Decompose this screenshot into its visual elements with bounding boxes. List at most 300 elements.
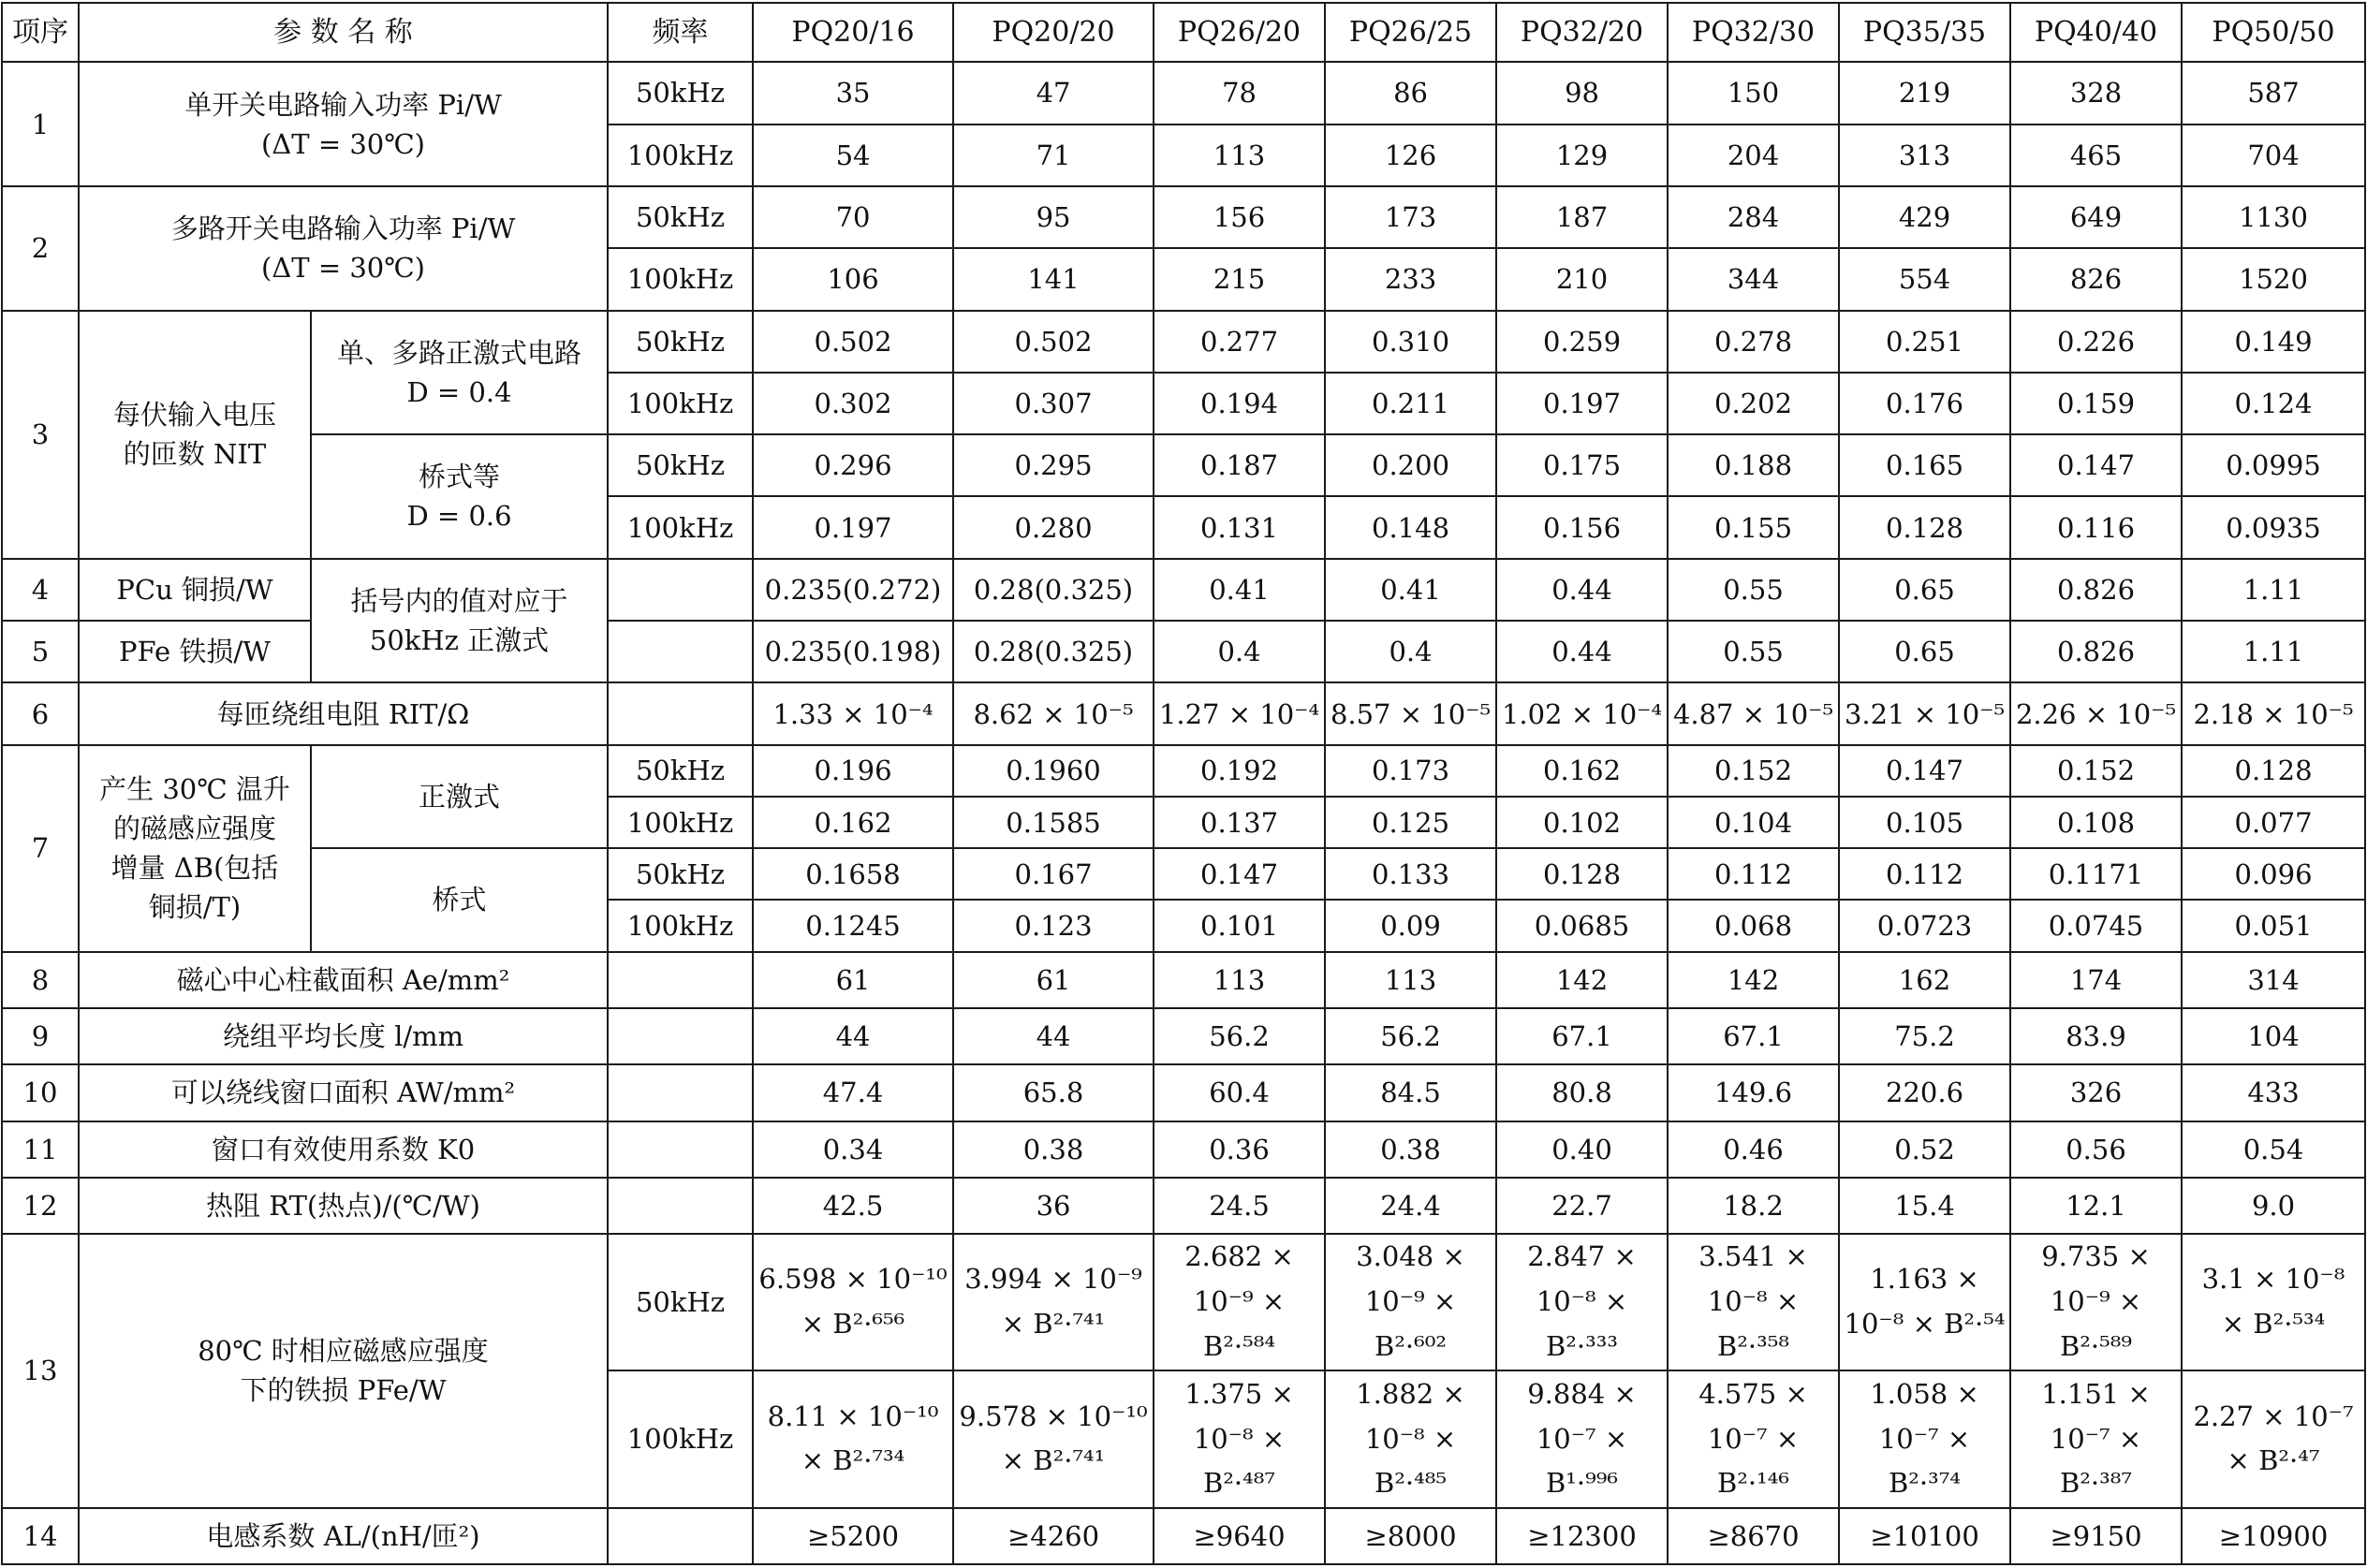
value-cell: 142 [1496,952,1668,1008]
row-number: 8 [2,952,79,1008]
col-header-model: PQ26/20 [1154,3,1325,62]
value-cell: 0.251 [1839,311,2010,373]
table-row [2,682,2365,744]
value-cell: 70 [753,186,953,248]
value-cell: 0.200 [1325,434,1496,496]
value-cell: 67.1 [1668,1008,1839,1064]
col-header-model: PQ50/50 [2182,3,2365,62]
col-header-model: PQ32/20 [1496,3,1668,62]
value-cell: 0.096 [2182,848,2365,900]
value-cell: 0.296 [753,434,953,496]
note-text: 50kHz 正激式 [369,624,550,657]
value-cell: 56.2 [1325,1008,1496,1064]
value-cell: 0.112 [1668,848,1839,900]
value-cell: 0.162 [1496,745,1668,797]
row-number: 10 [2,1064,79,1121]
param-label: PCu 铜损/W [79,559,311,621]
value-cell: 142 [1668,952,1839,1008]
value-cell: 0.105 [1839,797,2010,848]
formula-cell: 1.058 × 10⁻⁷ × B²·³⁷⁴ [1839,1370,2010,1507]
value-cell: 649 [2010,186,2182,248]
value-cell: ≥8000 [1325,1508,1496,1564]
formula-cell: 9.884 × 10⁻⁷ × B¹·⁹⁹⁶ [1496,1370,1668,1507]
value-cell: 0.194 [1154,373,1325,434]
value-cell: 54 [753,125,953,186]
value-cell: 78 [1154,62,1325,124]
value-cell: 8.62 × 10⁻⁵ [953,682,1154,744]
value-cell: 4.87 × 10⁻⁵ [1668,682,1839,744]
value-cell: 326 [2010,1064,2182,1121]
col-header-model: PQ20/20 [953,3,1154,62]
value-cell: 0.55 [1668,559,1839,621]
param-text: 单开关电路输入功率 Pi/W [184,88,502,121]
value-cell: 0.826 [2010,621,2182,682]
header-row [2,3,2365,62]
sub-param-text: D = 0.6 [406,500,512,533]
value-cell: 0.188 [1668,434,1839,496]
value-cell: 86 [1325,62,1496,124]
value-cell: 0.051 [2182,900,2365,951]
note-cell [311,559,608,683]
col-header-model: PQ26/25 [1325,3,1496,62]
sub-param-label: 桥式 [311,848,608,952]
value-cell: 0.41 [1154,559,1325,621]
value-cell: 83.9 [2010,1008,2182,1064]
value-cell: 80.8 [1496,1064,1668,1121]
value-cell: 42.5 [753,1178,953,1234]
value-cell: 0.28(0.325) [953,559,1154,621]
value-cell: 0.124 [2182,373,2365,434]
value-cell: 0.36 [1154,1121,1325,1178]
value-cell: 113 [1325,952,1496,1008]
table-row [2,1121,2365,1178]
value-cell: 0.123 [953,900,1154,951]
value-cell: 0.197 [753,496,953,558]
freq-cell [608,952,753,1008]
value-cell: 1.02 × 10⁻⁴ [1496,682,1668,744]
value-cell: 314 [2182,952,2365,1008]
value-cell: 44 [753,1008,953,1064]
spec-table [1,2,2366,1565]
value-cell: 84.5 [1325,1064,1496,1121]
freq-cell [608,1508,753,1564]
sub-param-label: 正激式 [311,745,608,849]
value-cell: 0.44 [1496,621,1668,682]
value-cell: 0.0685 [1496,900,1668,951]
value-cell: 704 [2182,125,2365,186]
table-row [2,1234,2365,1370]
value-cell: 47 [953,62,1154,124]
value-cell: ≥10100 [1839,1508,2010,1564]
col-header-freq: 频率 [608,3,753,62]
value-cell: 15.4 [1839,1178,2010,1234]
value-cell: 2.26 × 10⁻⁵ [2010,682,2182,744]
param-text: 铜损/T) [148,891,242,924]
value-cell: 8.57 × 10⁻⁵ [1325,682,1496,744]
value-cell: 0.278 [1668,311,1839,373]
row-number: 12 [2,1178,79,1234]
param-label [79,1234,608,1507]
value-cell: 0.1960 [953,745,1154,797]
sub-param-text: D = 0.4 [406,375,512,408]
value-cell: 61 [753,952,953,1008]
value-cell: 0.38 [953,1121,1154,1178]
value-cell: 0.235(0.198) [753,621,953,682]
table-row [2,1508,2365,1564]
value-cell: 0.280 [953,496,1154,558]
value-cell: ≥12300 [1496,1508,1668,1564]
value-cell: 0.302 [753,373,953,434]
sub-param-label [311,311,608,435]
param-text: 增量 ΔB(包括 [110,852,279,885]
value-cell: 0.1245 [753,900,953,951]
freq-cell: 100kHz [608,900,753,951]
formula-cell: 3.994 × 10⁻⁹ × B²·⁷⁴¹ [953,1234,1154,1370]
freq-cell: 50kHz [608,745,753,797]
freq-cell: 100kHz [608,1370,753,1507]
value-cell: 210 [1496,248,1668,310]
formula-cell: 4.575 × 10⁻⁷ × B²·¹⁴⁶ [1668,1370,1839,1507]
col-header-seq: 项序 [2,3,79,62]
value-cell: 0.159 [2010,373,2182,434]
row-number: 1 [2,62,79,186]
value-cell: 174 [2010,952,2182,1008]
value-cell: 554 [1839,248,2010,310]
table-row [2,434,2365,496]
value-cell: 106 [753,248,953,310]
value-cell: 150 [1668,62,1839,124]
value-cell: 0.101 [1154,900,1325,951]
table-row [2,186,2365,248]
row-number: 3 [2,311,79,559]
value-cell: 44 [953,1008,1154,1064]
formula-cell: 9.735 × 10⁻⁹ × B²·⁵⁸⁹ [2010,1234,2182,1370]
freq-cell: 100kHz [608,797,753,848]
formula-cell: 6.598 × 10⁻¹⁰ × B²·⁶⁵⁶ [753,1234,953,1370]
value-cell: 587 [2182,62,2365,124]
formula-cell: 3.541 × 10⁻⁸ × B²·³⁵⁸ [1668,1234,1839,1370]
value-cell: 67.1 [1496,1008,1668,1064]
value-cell: 0.162 [753,797,953,848]
row-number: 5 [2,621,79,682]
sub-param-label [311,434,608,559]
param-text: 多路开关电路输入功率 Pi/W [170,212,516,245]
freq-cell [608,1178,753,1234]
value-cell: 0.46 [1668,1121,1839,1178]
table-row [2,1178,2365,1234]
value-cell: 1.27 × 10⁻⁴ [1154,682,1325,744]
freq-cell: 50kHz [608,62,753,124]
value-cell: 0.277 [1154,311,1325,373]
formula-cell: 8.11 × 10⁻¹⁰ × B²·⁷³⁴ [753,1370,953,1507]
value-cell: ≥9150 [2010,1508,2182,1564]
row-number: 6 [2,682,79,744]
table-row [2,62,2365,124]
freq-cell: 100kHz [608,248,753,310]
value-cell: 0.0995 [2182,434,2365,496]
value-cell: 0.307 [953,373,1154,434]
freq-cell [608,682,753,744]
param-label: 热阻 RT(热点)/(℃/W) [79,1178,608,1234]
value-cell: 126 [1325,125,1496,186]
value-cell: 0.65 [1839,559,2010,621]
value-cell: 61 [953,952,1154,1008]
row-number: 9 [2,1008,79,1064]
freq-cell: 50kHz [608,434,753,496]
value-cell: 0.34 [753,1121,953,1178]
value-cell: 0.167 [953,848,1154,900]
value-cell: 233 [1325,248,1496,310]
formula-cell: 1.882 × 10⁻⁸ × B²·⁴⁸⁵ [1325,1370,1496,1507]
param-label: 每匝绕组电阻 RIT/Ω [79,682,608,744]
value-cell: 1.33 × 10⁻⁴ [753,682,953,744]
freq-cell [608,1008,753,1064]
value-cell: 220.6 [1839,1064,2010,1121]
value-cell: 1520 [2182,248,2365,310]
row-number: 14 [2,1508,79,1564]
col-header-param: 参 数 名 称 [79,3,608,62]
value-cell: 0.102 [1496,797,1668,848]
table-row [2,1008,2365,1064]
value-cell: ≥5200 [753,1508,953,1564]
table-row [2,952,2365,1008]
value-cell: 0.52 [1839,1121,2010,1178]
value-cell: 0.137 [1154,797,1325,848]
param-label [79,186,608,311]
value-cell: 0.295 [953,434,1154,496]
value-cell: 0.28(0.325) [953,621,1154,682]
value-cell: 328 [2010,62,2182,124]
value-cell: 0.068 [1668,900,1839,951]
freq-cell: 100kHz [608,125,753,186]
table-row [2,1064,2365,1121]
value-cell: 1.11 [2182,559,2365,621]
value-cell: 18.2 [1668,1178,1839,1234]
row-number: 2 [2,186,79,311]
value-cell: 0.0723 [1839,900,2010,951]
value-cell: 0.147 [2010,434,2182,496]
value-cell: 47.4 [753,1064,953,1121]
value-cell: 0.148 [1325,496,1496,558]
value-cell: 465 [2010,125,2182,186]
col-header-model: PQ20/16 [753,3,953,62]
value-cell: 433 [2182,1064,2365,1121]
param-label: 磁心中心柱截面积 Ae/mm² [79,952,608,1008]
value-cell: 0.125 [1325,797,1496,848]
formula-cell: 3.1 × 10⁻⁸ × B²·⁵³⁴ [2182,1234,2365,1370]
value-cell: 0.44 [1496,559,1668,621]
value-cell: 0.41 [1325,559,1496,621]
param-label: 窗口有效使用系数 K0 [79,1121,608,1178]
value-cell: 113 [1154,125,1325,186]
col-header-model: PQ35/35 [1839,3,2010,62]
col-header-model: PQ32/30 [1668,3,1839,62]
value-cell: 0.1585 [953,797,1154,848]
value-cell: 0.0935 [2182,496,2365,558]
value-cell: 0.175 [1496,434,1668,496]
param-text: 产生 30℃ 温升 [99,773,290,806]
formula-cell: 1.163 × 10⁻⁸ × B²·⁵⁴ [1839,1234,2010,1370]
value-cell: 24.5 [1154,1178,1325,1234]
value-cell: 0.133 [1325,848,1496,900]
param-label: 绕组平均长度 l/mm [79,1008,608,1064]
value-cell: 162 [1839,952,2010,1008]
value-cell: 113 [1154,952,1325,1008]
value-cell: 71 [953,125,1154,186]
freq-cell [608,559,753,621]
value-cell: 3.21 × 10⁻⁵ [1839,682,2010,744]
value-cell: 60.4 [1154,1064,1325,1121]
value-cell: 0.128 [1496,848,1668,900]
value-cell: 0.0745 [2010,900,2182,951]
value-cell: 0.116 [2010,496,2182,558]
value-cell: 149.6 [1668,1064,1839,1121]
value-cell: 0.502 [753,311,953,373]
freq-cell: 100kHz [608,373,753,434]
value-cell: 0.310 [1325,311,1496,373]
value-cell: 35 [753,62,953,124]
param-text: 每伏输入电压 [112,399,276,432]
param-text: 的匝数 NIT [123,438,267,471]
value-cell: 0.077 [2182,797,2365,848]
value-cell: ≥4260 [953,1508,1154,1564]
value-cell: 344 [1668,248,1839,310]
value-cell: 173 [1325,186,1496,248]
value-cell: 0.259 [1496,311,1668,373]
value-cell: 0.156 [1496,496,1668,558]
value-cell: 0.152 [1668,745,1839,797]
value-cell: 0.128 [1839,496,2010,558]
value-cell: 0.202 [1668,373,1839,434]
param-label [79,62,608,186]
value-cell: 0.226 [2010,311,2182,373]
table-row [2,745,2365,797]
value-cell: 0.65 [1839,621,2010,682]
value-cell: 187 [1496,186,1668,248]
col-header-model: PQ40/40 [2010,3,2182,62]
value-cell: 0.40 [1496,1121,1668,1178]
param-text: (ΔT = 30℃) [261,127,425,160]
param-label: 电感系数 AL/(nH/匝²) [79,1508,608,1564]
value-cell: 0.197 [1496,373,1668,434]
value-cell: 0.4 [1325,621,1496,682]
param-text: (ΔT = 30℃) [261,252,425,285]
value-cell: 0.192 [1154,745,1325,797]
value-cell: 0.165 [1839,434,2010,496]
param-label: PFe 铁损/W [79,621,311,682]
value-cell: 0.104 [1668,797,1839,848]
value-cell: 0.112 [1839,848,2010,900]
param-text: 下的铁损 PFe/W [240,1374,447,1407]
value-cell: ≥9640 [1154,1508,1325,1564]
param-label [79,311,311,559]
value-cell: 0.09 [1325,900,1496,951]
value-cell: 0.235(0.272) [753,559,953,621]
freq-cell [608,621,753,682]
row-number: 7 [2,745,79,952]
formula-cell: 1.375 × 10⁻⁸ × B²·⁴⁸⁷ [1154,1370,1325,1507]
value-cell: 0.108 [2010,797,2182,848]
value-cell: 0.149 [2182,311,2365,373]
value-cell: 141 [953,248,1154,310]
value-cell: 0.826 [2010,559,2182,621]
value-cell: 0.131 [1154,496,1325,558]
value-cell: 0.55 [1668,621,1839,682]
value-cell: 56.2 [1154,1008,1325,1064]
value-cell: 0.4 [1154,621,1325,682]
formula-cell: 1.151 × 10⁻⁷ × B²·³⁸⁷ [2010,1370,2182,1507]
value-cell: 0.196 [753,745,953,797]
freq-cell: 50kHz [608,311,753,373]
value-cell: 204 [1668,125,1839,186]
value-cell: 0.147 [1154,848,1325,900]
value-cell: 98 [1496,62,1668,124]
formula-cell: 9.578 × 10⁻¹⁰ × B²·⁷⁴¹ [953,1370,1154,1507]
value-cell: 0.173 [1325,745,1496,797]
sub-param-text: 单、多路正激式电路 [337,336,582,369]
row-number: 4 [2,559,79,621]
value-cell: 0.152 [2010,745,2182,797]
value-cell: 75.2 [1839,1008,2010,1064]
value-cell: 0.502 [953,311,1154,373]
formula-cell: 3.048 × 10⁻⁹ × B²·⁶⁰² [1325,1234,1496,1370]
value-cell: 313 [1839,125,2010,186]
formula-cell: 2.27 × 10⁻⁷ × B²·⁴⁷ [2182,1370,2365,1507]
value-cell: 36 [953,1178,1154,1234]
value-cell: 1130 [2182,186,2365,248]
value-cell: 1.11 [2182,621,2365,682]
value-cell: 2.18 × 10⁻⁵ [2182,682,2365,744]
freq-cell: 50kHz [608,1234,753,1370]
value-cell: 0.1171 [2010,848,2182,900]
value-cell: 284 [1668,186,1839,248]
value-cell: 0.56 [2010,1121,2182,1178]
value-cell: 215 [1154,248,1325,310]
sub-param-text: 桥式等 [419,461,501,493]
param-label: 可以绕线窗口面积 AW/mm² [79,1064,608,1121]
value-cell: 0.147 [1839,745,2010,797]
freq-cell: 50kHz [608,186,753,248]
value-cell: 0.38 [1325,1121,1496,1178]
value-cell: 429 [1839,186,2010,248]
param-label [79,745,311,952]
table-row [2,848,2365,900]
value-cell: 0.54 [2182,1121,2365,1178]
value-cell: 104 [2182,1008,2365,1064]
value-cell: 24.4 [1325,1178,1496,1234]
table-row [2,311,2365,373]
value-cell: 22.7 [1496,1178,1668,1234]
value-cell: 826 [2010,248,2182,310]
value-cell: 9.0 [2182,1178,2365,1234]
value-cell: 0.176 [1839,373,2010,434]
value-cell: 156 [1154,186,1325,248]
row-number: 13 [2,1234,79,1507]
value-cell: 0.155 [1668,496,1839,558]
table-row [2,559,2365,621]
value-cell: 0.187 [1154,434,1325,496]
note-text: 括号内的值对应于 [350,585,568,618]
freq-cell [608,1121,753,1178]
value-cell: 0.211 [1325,373,1496,434]
value-cell: 95 [953,186,1154,248]
value-cell: 129 [1496,125,1668,186]
value-cell: ≥10900 [2182,1508,2365,1564]
param-text: 80℃ 时相应磁感应强度 [198,1335,489,1368]
freq-cell: 100kHz [608,496,753,558]
value-cell: 12.1 [2010,1178,2182,1234]
freq-cell [608,1064,753,1121]
